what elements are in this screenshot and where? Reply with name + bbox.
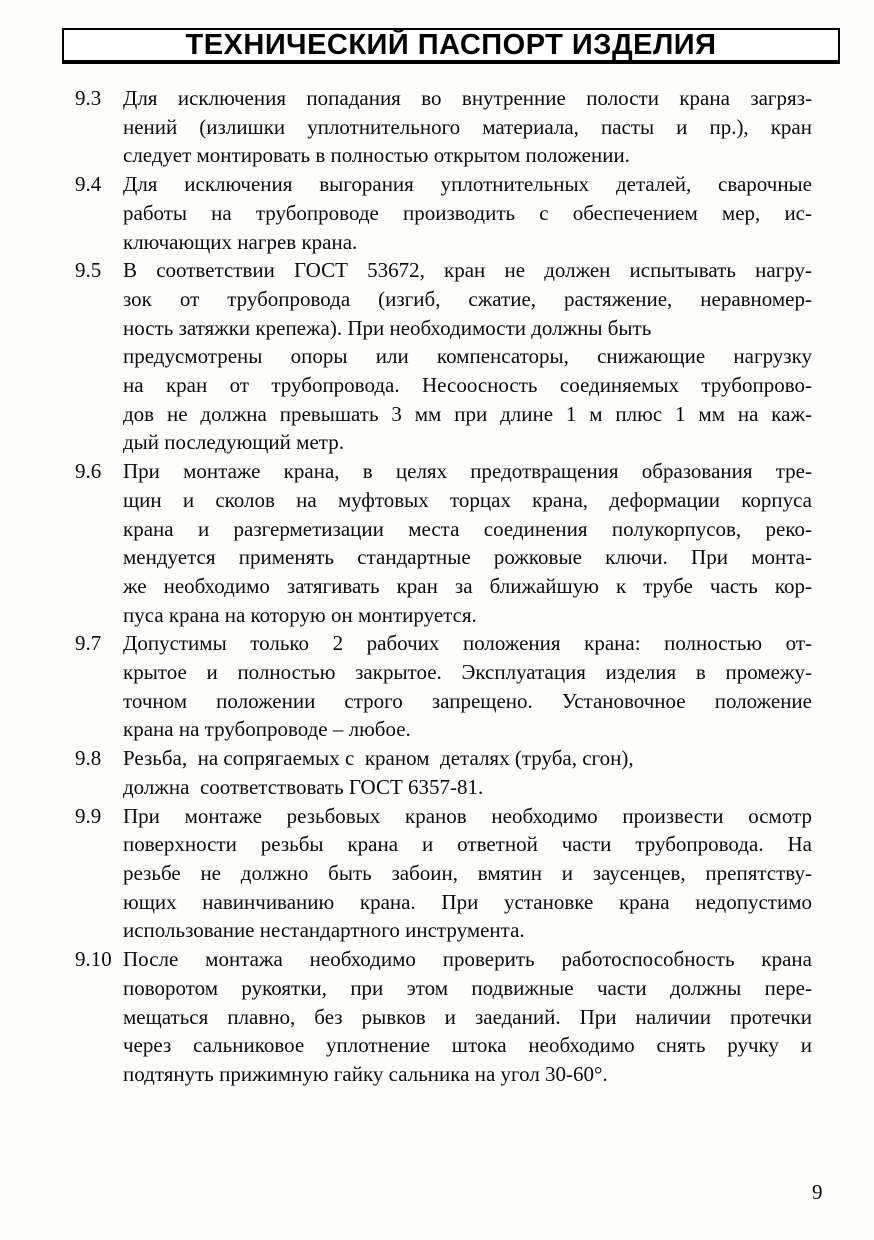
section-text: Резьба, на сопрягаемых с краном деталях (труба, сгон), должна соответствовать ГОСТ 6357-81. — [123, 746, 634, 799]
section-number: 9.6 — [75, 459, 102, 484]
section-number: 9.4 — [75, 172, 102, 197]
section-9-9 — [75, 802, 812, 946]
content — [75, 84, 812, 1089]
section-text: Допустимы только 2 рабочих положения крана: полностью от- крытое и полностью закрытое. Эксплуатация изделия в промежу- точном положении строго запрещено. Установочное положение крана на трубопроводе – любое. — [123, 631, 812, 742]
section-9-3 — [75, 84, 812, 170]
section-9-7 — [75, 629, 812, 744]
section-number: 9.3 — [75, 86, 102, 110]
title-box — [62, 28, 840, 64]
section-text: Для исключения выгорания уплотнительных деталей, сварочные работы на трубопроводе производить с обеспечением мер, ис- ключающих нагрев крана. — [123, 172, 812, 254]
section-number: 9.7 — [75, 631, 102, 656]
page-title: ТЕХНИЧЕСКИЙ ПАСПОРТ ИЗДЕЛИЯ — [185, 28, 717, 61]
section-text: В соответствии ГОСТ 53672, кран не должен испытывать нагру- зок от трубопровода (изгиб, сжатие, растяжение, неравномер- ность затяжки крепежа). При необходимости должны быть предусмотрены опоры или компенсаторы, снижающие нагрузку на кран от трубопровода. Несоосность соединяемых трубопрово- дов не должна превышать 3 мм при длине 1 м плюс 1 мм на каж- дый последующий метр. — [123, 258, 812, 455]
section-number: 9.5 — [75, 258, 102, 283]
section-text: Для исключения попадания во внутренние полости крана загряз- нений (излишки уплотнительного материала, пасты и пр.), кран следует монтировать в полностью открытом положении. — [123, 86, 812, 168]
section-number: 9.10 — [75, 947, 112, 972]
section-9-4 — [75, 170, 812, 256]
section-9-6 — [75, 457, 812, 629]
section-text: После монтажа необходимо проверить работоспособность крана поворотом рукоятки, при этом подвижные части должны пере- мещаться плавно, без рывков и заеданий. При наличии протечки через сальниковое уплотнение штока необходимо снять ручку и подтянуть прижимную гайку сальника на угол 30-60°. — [123, 947, 812, 1086]
section-9-10 — [75, 945, 812, 1089]
section-number: 9.9 — [75, 803, 102, 828]
section-9-5 — [75, 256, 812, 457]
section-number: 9.8 — [75, 746, 102, 771]
page-number: 9 — [812, 1180, 823, 1204]
section-9-8 — [75, 744, 812, 801]
section-text: При монтаже крана, в целях предотвращения образования тре- щин и сколов на муфтовых торцах крана, деформации корпуса крана и разгерметизации места соединения полукорпусов, реко- мендуется применять стандартные рожковые ключи. При монта- же необходимо затягивать кран за ближайшую к трубе часть кор- пуса крана на которую он монтируется. — [123, 459, 812, 627]
section-text: При монтаже резьбовых кранов необходимо произвести осмотр поверхности резьбы крана и ответной части трубопровода. На резьбе не должно быть забоин, вмятин и заусенцев, препятству- ющих навинчиванию крана. При установке крана недопустимо использование нестандартного инструмента. — [123, 803, 812, 943]
